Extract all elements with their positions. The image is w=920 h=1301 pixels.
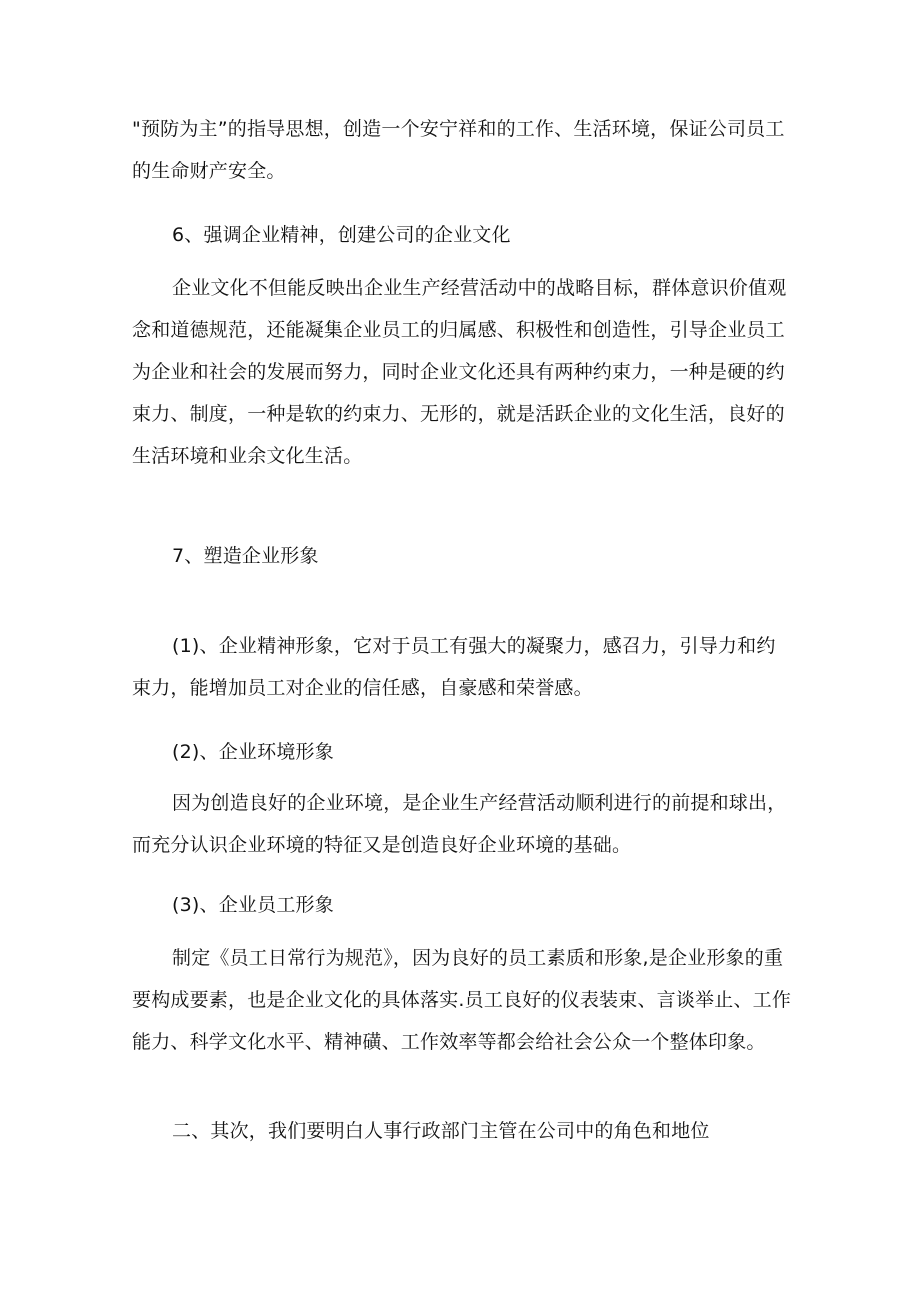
paragraph-spirit-image: (1)、企业精神形象，它对于员工有强大的凝聚力，感召力，引导力和约束力，能增加员工对企业的信任感，自豪感和荣誉感。 [132, 635, 776, 699]
heading-environment-image: (2)、企业环境形象 [172, 741, 334, 763]
paragraph-corporate-culture: 企业文化不但能反映出企业生产经营活动中的战略目标，群体意识价值观念和道德规范，还能凝集企业员工的归属感、积极性和创造性，引导企业员工为企业和社会的发展而努力，同时企业文化还具有两种约束力，一种是硬的约束力、制度，一种是软的约束力、无形的，就是活跃企业的文化生活，良好的生活环境和业余文化生活。 [132, 277, 787, 467]
paragraph-employee-image: 制定《员工日常行为规范》，因为良好的员工素质和形象,是企业形象的重要构成要素，也是企业文化的具体落实.员工良好的仪表装束、言谈举止、工作能力、科学文化水平、精神磺、工作效率等都会给社会公众一个整体印象。 [132, 947, 792, 1053]
heading-corporate-image: 7、塑造企业形象 [172, 545, 319, 567]
section-heading-hr-role: 二、其次，我们要明白人事行政部门主管在公司中的角色和地位 [172, 1120, 710, 1142]
heading-employee-image: (3)、企业员工形象 [172, 894, 334, 916]
heading-enterprise-spirit: 6、强调企业精神，创建公司的企业文化 [172, 224, 511, 246]
paragraph-environment-image: 因为创造良好的企业环境，是企业生产经营活动顺利进行的前提和球出，而充分认识企业环境的特征又是创造良好企业环境的基础。 [132, 792, 787, 856]
paragraph-safety-guidance: "预防为主”的指导思想，创造一个安宁祥和的工作、生活环境，保证公司员工的生命财产安全。 [132, 118, 785, 182]
